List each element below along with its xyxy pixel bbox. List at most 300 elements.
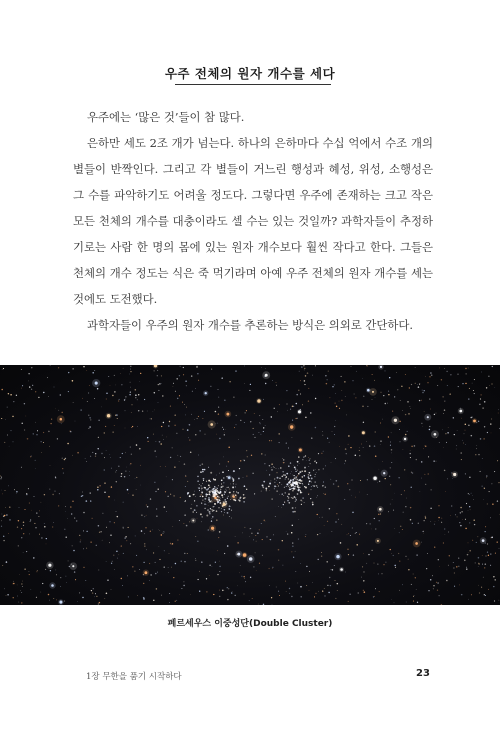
star — [367, 479, 368, 480]
star — [204, 487, 206, 489]
star — [308, 493, 309, 494]
star — [423, 531, 424, 532]
star — [300, 394, 301, 395]
star — [183, 367, 184, 368]
star — [364, 591, 366, 593]
star — [227, 512, 229, 514]
star — [36, 512, 37, 513]
star — [346, 415, 347, 416]
star — [321, 453, 322, 454]
star — [480, 398, 481, 399]
footer-chapter-title: 1장 무한을 품기 시작하다 — [86, 672, 182, 682]
star — [21, 528, 22, 529]
star — [294, 496, 296, 498]
star — [243, 477, 244, 478]
star — [143, 583, 144, 584]
star — [473, 419, 476, 422]
star — [175, 563, 177, 565]
star — [219, 561, 220, 562]
star — [412, 523, 413, 524]
star — [251, 455, 252, 456]
star — [185, 486, 186, 487]
star — [50, 365, 51, 366]
star — [58, 505, 59, 506]
star — [279, 595, 280, 596]
star — [221, 511, 222, 512]
star — [410, 519, 412, 521]
star — [198, 487, 200, 489]
star — [76, 520, 77, 521]
star — [350, 535, 351, 536]
star — [300, 483, 301, 484]
star — [102, 513, 103, 514]
star — [296, 403, 298, 405]
star — [296, 499, 297, 500]
star — [153, 530, 154, 531]
star — [272, 499, 273, 500]
star — [316, 485, 318, 487]
star — [60, 577, 61, 578]
star — [253, 434, 254, 435]
star — [16, 395, 17, 396]
figure-caption: 페르세우스 이중성단(Double Cluster) — [167, 619, 333, 629]
star — [393, 510, 394, 511]
star — [174, 466, 175, 467]
star — [136, 477, 137, 478]
star — [292, 543, 293, 544]
star — [448, 565, 449, 566]
star — [118, 400, 119, 401]
star — [431, 374, 433, 376]
star — [32, 385, 33, 386]
star — [291, 532, 293, 534]
star — [335, 403, 336, 404]
star — [196, 505, 198, 507]
star — [29, 386, 30, 387]
star — [482, 564, 483, 565]
star — [430, 579, 432, 581]
star — [222, 590, 223, 591]
star — [98, 437, 99, 438]
star — [418, 386, 420, 388]
star — [298, 473, 300, 475]
star — [177, 540, 178, 541]
star — [10, 394, 12, 396]
star — [398, 553, 399, 554]
star — [421, 400, 422, 401]
star — [155, 573, 157, 575]
star — [341, 390, 342, 391]
star — [279, 442, 280, 443]
star — [327, 585, 328, 586]
star — [455, 514, 456, 515]
star — [456, 566, 457, 567]
star — [121, 384, 122, 385]
star — [28, 381, 29, 382]
star — [334, 434, 335, 435]
star — [437, 385, 438, 386]
star — [385, 562, 386, 563]
star — [183, 429, 184, 430]
star — [294, 482, 296, 484]
star — [114, 391, 115, 392]
star — [139, 448, 141, 450]
star — [368, 554, 369, 555]
star — [304, 470, 306, 472]
star — [233, 496, 235, 498]
star — [197, 366, 198, 367]
star — [309, 590, 310, 591]
star — [408, 559, 409, 560]
star — [90, 541, 91, 542]
star — [82, 492, 83, 493]
star — [276, 486, 277, 487]
star — [382, 573, 383, 574]
star — [272, 568, 273, 569]
star — [194, 419, 195, 420]
star — [97, 448, 98, 449]
star — [391, 553, 392, 554]
star — [279, 482, 280, 483]
star — [155, 562, 156, 563]
star — [212, 489, 213, 490]
star — [474, 379, 475, 380]
star — [177, 398, 179, 400]
star — [179, 520, 180, 521]
star — [104, 482, 105, 483]
star — [89, 385, 90, 386]
star — [137, 426, 138, 427]
star — [290, 409, 291, 410]
star — [83, 512, 85, 514]
star — [258, 432, 259, 433]
star — [224, 400, 225, 401]
star — [174, 414, 176, 416]
star — [206, 515, 208, 517]
star — [276, 468, 277, 469]
star — [405, 434, 407, 436]
star — [428, 473, 429, 474]
star — [116, 511, 117, 512]
star — [347, 534, 348, 535]
star — [309, 481, 310, 482]
star — [140, 465, 141, 466]
star — [92, 592, 93, 593]
star — [194, 491, 195, 492]
star — [29, 574, 30, 575]
star — [336, 513, 337, 514]
star — [161, 375, 162, 376]
star — [183, 581, 184, 582]
star — [203, 478, 205, 480]
star — [363, 571, 364, 572]
star — [423, 426, 424, 427]
star — [289, 481, 290, 482]
star — [16, 491, 18, 493]
star — [113, 555, 114, 556]
star — [359, 492, 360, 493]
star — [86, 500, 88, 502]
star — [197, 373, 198, 374]
star — [13, 441, 14, 442]
star — [325, 375, 326, 376]
star — [21, 388, 22, 389]
star — [335, 598, 336, 599]
star — [301, 504, 302, 505]
star — [130, 447, 131, 448]
star — [338, 519, 339, 520]
star — [292, 420, 293, 421]
star — [381, 392, 382, 393]
star — [479, 592, 480, 593]
star — [366, 523, 367, 524]
star — [443, 542, 444, 543]
star — [20, 590, 21, 591]
star — [315, 427, 317, 429]
star — [291, 471, 292, 472]
star — [428, 456, 429, 457]
star — [293, 557, 294, 558]
star — [143, 597, 145, 599]
star — [65, 458, 66, 459]
star — [144, 571, 147, 574]
star — [5, 419, 6, 420]
star — [478, 585, 479, 586]
star — [356, 544, 357, 545]
star — [286, 483, 288, 485]
star — [223, 457, 224, 458]
star — [105, 426, 106, 427]
star — [135, 397, 136, 398]
star — [49, 600, 50, 601]
star — [257, 399, 261, 403]
star — [229, 516, 230, 517]
star — [425, 517, 426, 518]
star — [278, 468, 279, 469]
star — [115, 472, 116, 473]
star — [495, 387, 496, 388]
star — [123, 553, 124, 554]
star — [156, 588, 158, 590]
star-field-image — [0, 365, 500, 605]
star — [427, 553, 428, 554]
star — [55, 491, 56, 492]
star — [404, 490, 405, 491]
star — [388, 511, 389, 512]
star — [169, 421, 170, 422]
star — [462, 440, 463, 441]
star — [256, 570, 257, 571]
star — [449, 555, 450, 556]
star — [460, 512, 461, 513]
star — [226, 413, 229, 416]
star — [210, 423, 213, 426]
star — [156, 441, 157, 442]
star — [237, 553, 240, 556]
star — [270, 539, 271, 540]
star — [107, 414, 111, 418]
star — [324, 595, 325, 596]
star — [80, 541, 81, 542]
star — [156, 456, 157, 457]
star — [112, 395, 113, 396]
star — [450, 515, 451, 516]
star — [310, 412, 311, 413]
star — [300, 563, 301, 564]
star — [190, 451, 192, 453]
star — [164, 550, 165, 551]
star — [173, 383, 174, 384]
star — [125, 452, 126, 453]
star — [299, 449, 302, 452]
star — [157, 375, 158, 376]
star — [28, 373, 29, 374]
star — [394, 603, 395, 604]
star — [172, 543, 173, 544]
star — [223, 482, 224, 483]
star — [309, 459, 310, 460]
star — [446, 442, 447, 443]
star — [183, 374, 184, 375]
star — [199, 465, 201, 467]
star — [130, 465, 131, 466]
star — [217, 491, 218, 492]
star — [429, 399, 430, 400]
star — [201, 492, 203, 494]
star — [287, 410, 288, 411]
star — [306, 566, 307, 567]
star — [43, 442, 44, 443]
star — [413, 574, 414, 575]
star — [443, 413, 444, 414]
star — [207, 488, 209, 490]
star — [239, 573, 240, 574]
star — [158, 402, 159, 403]
star — [302, 476, 303, 477]
star — [315, 398, 316, 399]
star — [154, 392, 155, 393]
star — [140, 381, 141, 382]
star — [465, 528, 467, 530]
star — [314, 461, 316, 463]
star — [273, 535, 274, 536]
star — [445, 491, 446, 492]
star — [149, 563, 150, 564]
star — [253, 428, 254, 429]
star — [317, 495, 318, 496]
star — [466, 567, 467, 568]
star — [17, 527, 18, 528]
star — [378, 573, 379, 574]
star — [226, 466, 227, 467]
star — [73, 402, 74, 403]
star — [219, 438, 220, 439]
star — [317, 559, 318, 560]
star — [478, 557, 480, 559]
star — [292, 488, 293, 489]
star — [390, 445, 391, 446]
star — [201, 521, 202, 522]
star — [307, 372, 309, 374]
star — [128, 493, 129, 494]
star — [393, 555, 394, 556]
star — [228, 447, 230, 449]
star — [201, 503, 202, 504]
star — [189, 440, 190, 441]
star — [200, 485, 201, 486]
star — [199, 484, 200, 485]
star — [274, 408, 275, 409]
star — [200, 430, 201, 431]
star — [117, 516, 118, 517]
star — [104, 598, 105, 599]
star — [296, 394, 298, 396]
star — [315, 482, 316, 483]
star — [465, 383, 466, 384]
star — [258, 604, 259, 605]
star — [163, 439, 164, 440]
star — [202, 463, 204, 465]
star — [198, 380, 199, 381]
star — [332, 569, 333, 570]
star — [211, 520, 212, 521]
star — [252, 473, 253, 474]
star — [6, 514, 7, 515]
star — [295, 501, 296, 502]
star — [161, 426, 162, 427]
star — [425, 376, 426, 377]
star — [169, 602, 170, 603]
star — [218, 537, 219, 538]
star — [493, 576, 494, 577]
star — [110, 457, 111, 458]
star — [439, 442, 440, 443]
star — [375, 455, 376, 456]
star — [337, 590, 338, 591]
star — [322, 517, 323, 518]
star — [406, 498, 407, 499]
star — [296, 483, 297, 484]
star — [335, 580, 336, 581]
star — [92, 452, 93, 453]
star — [292, 525, 293, 526]
paragraph-2: 은하만 세도 2조 개가 넘는다. 하나의 은하마다 수십 억에서 수조 개의 별들이 반짝인다. 그리고 각 별들이 거느린 행성과 혜성, 위성, 소행성은 그 수를 파악하기도 어려울 정도다. 그렇다면 우주에 존재하는 크고 작은 모든 천체의 개수를 대충이라도 셀 수는 있는 것일까? 과학자들이 추정하기로는 사람 한 명의 몸에 있는 원자 개수보다 훨씬 작다고 한다. 그들은 천체의 개수 정도는 식은 죽 먹기라며 아예 우주 전체의 원자 개수를 세는 것에도 도전했다. — [73, 136, 433, 306]
star — [354, 394, 355, 395]
star — [145, 527, 146, 528]
star — [136, 444, 138, 446]
star — [297, 486, 299, 488]
star — [298, 410, 301, 413]
star — [273, 466, 274, 467]
star — [224, 432, 225, 433]
star — [212, 566, 213, 567]
star — [237, 586, 238, 587]
star — [292, 481, 293, 482]
star — [82, 597, 83, 598]
star — [375, 588, 376, 589]
star — [294, 511, 296, 513]
star — [390, 467, 391, 468]
star — [355, 397, 356, 398]
star — [227, 498, 228, 499]
star — [468, 398, 469, 399]
star — [403, 512, 404, 513]
star — [18, 602, 19, 603]
star — [348, 435, 349, 436]
page-number: 23 — [416, 668, 430, 679]
star — [189, 424, 190, 425]
star — [269, 585, 270, 586]
